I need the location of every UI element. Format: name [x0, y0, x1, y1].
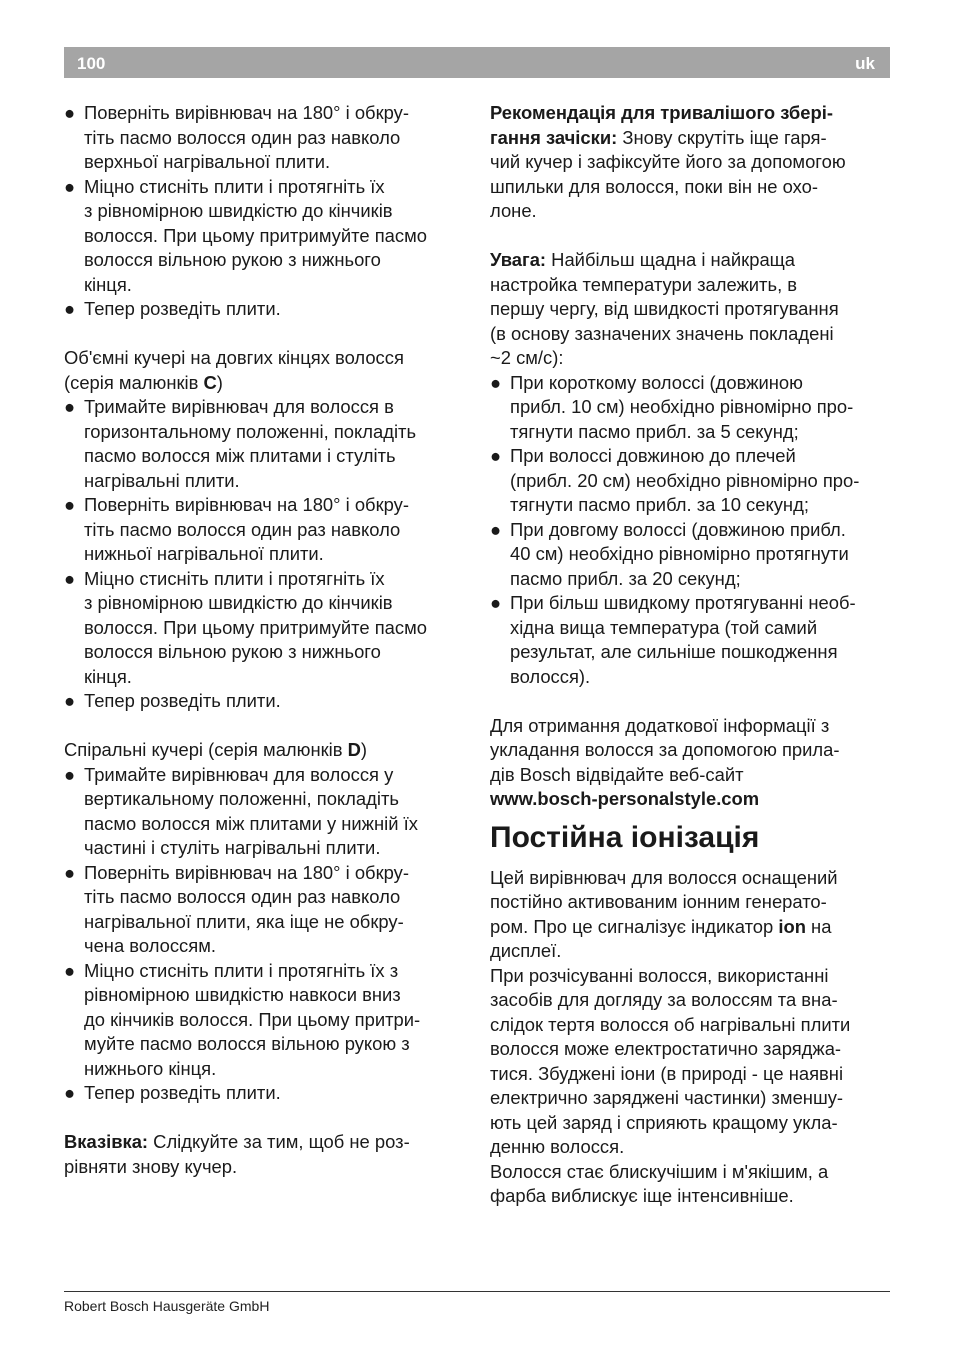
text-line: пасмо волосся між плитами і стуліть — [84, 445, 396, 466]
text-line: (прибл. 20 см) необхідно рівномірно про- — [510, 469, 860, 491]
text-line: Міцно стисніть плити і протягніть їх — [84, 175, 385, 197]
text-line: Поверніть вирівнювач на 180° і обкру- — [84, 494, 409, 515]
text-line: тіть пасмо волосся один раз навколо — [84, 126, 401, 148]
text-line: Тримайте вирівнювач для волосся в — [84, 396, 394, 417]
text-line: кінця. — [84, 665, 132, 687]
text-line: тіть пасмо волосся один раз навколо — [84, 518, 401, 540]
recommendation-text: гання зачіски: Знову скрутіть іще гаря- — [490, 126, 827, 148]
text-line: лоне. — [490, 200, 537, 221]
text-line: вертикальному положенні, покладіть — [84, 788, 399, 809]
text-line: горизонтальному положенні, покладіть — [84, 420, 417, 442]
text-line: настройка температури залежить, в — [490, 273, 798, 295]
text-line: укладання волосся за допомогою прила- — [490, 739, 840, 760]
text-line: тягнути пасмо прибл. за 10 секунд; — [510, 494, 809, 515]
text-line: пасмо волосся між плитами у нижній їх — [84, 812, 418, 834]
text-line: При довгому волоссі (довжиною прибл. — [510, 518, 846, 540]
text-line: тягнути пасмо прибл. за 5 секунд; — [510, 420, 799, 442]
text-line: Тримайте вирівнювач для волосся у — [84, 763, 394, 785]
text-line: При більш швидкому протягуванні необ- — [510, 592, 856, 613]
text-line: прибл. 10 см) необхідно рівномірно про- — [510, 396, 854, 417]
page-header-bar — [64, 47, 890, 78]
right-column — [490, 101, 892, 1209]
page-number: 100 — [77, 54, 106, 73]
list-item — [64, 175, 464, 298]
text-line: денню волосся. — [490, 1136, 625, 1157]
text-line: волосся. При цьому притримуйте пасмо — [84, 224, 427, 246]
text-line: дів Bosch відвідайте веб-сайт — [490, 763, 744, 785]
text-line: слідок тертя волосся об нагрівальні плити — [490, 1013, 851, 1035]
section-heading-d: Спіральні кучері (серія малюнків D) — [64, 739, 368, 760]
text-line: Поверніть вирівнювач на 180° і обкру- — [84, 102, 409, 123]
text-line: (в основу зазначених значень покладені — [490, 322, 834, 344]
list-item — [64, 959, 464, 1082]
recommendation-rest — [490, 150, 892, 224]
ion-paragraph-line: ром. Про це сигналізує індикатор ion на — [490, 915, 832, 937]
bullet-icon: ● — [64, 763, 76, 785]
bullet-icon: ● — [64, 494, 76, 515]
text-line: Для отримання додаткової інформації з — [490, 714, 830, 736]
ion-paragraph-line: Цей вирівнювач для волосся оснащений — [490, 866, 838, 888]
bullet-icon: ● — [490, 592, 502, 613]
text-line: частині і стуліть нагрівальні плити. — [84, 837, 381, 858]
text-line: тіть пасмо волосся один раз навколо — [84, 886, 401, 907]
language-code: uk — [855, 54, 875, 73]
bullet-icon: ● — [64, 567, 76, 589]
note-paragraph-cont: рівняти знову кучер. — [64, 1155, 238, 1177]
bullet-icon: ● — [64, 298, 76, 319]
text-line: нагрівальної плити, яка іще не обкру- — [84, 910, 404, 932]
text-line: верхньої нагрівальної плити. — [84, 151, 331, 172]
text-line: результат, але сильніше пошкодження — [510, 641, 838, 662]
text-line: волосся. При цьому притримуйте пасмо — [84, 616, 427, 638]
list-item — [64, 1081, 464, 1106]
text-line: кінця. — [84, 273, 132, 295]
ion-paragraph-line: постійно активованим іонним генерато- — [490, 891, 827, 912]
attention-paragraph: Увага: Найбільш щадна і найкраща — [490, 249, 796, 270]
recommendation-title: Рекомендація для тривалішого збері- — [490, 102, 833, 123]
text-line: Волосся стає блискучішим і м'якішим, а — [490, 1160, 829, 1182]
list-item — [64, 567, 464, 690]
footer-divider — [64, 1291, 890, 1292]
bullet-icon: ● — [64, 861, 76, 883]
text-line: Міцно стисніть плити і протягніть їх з — [84, 959, 399, 981]
text-line: електрично заряджені частинки) зменшу- — [490, 1087, 844, 1108]
list-item — [64, 763, 464, 861]
list-item — [490, 444, 892, 518]
note-paragraph: Вказівка: Слідкуйте за тим, щоб не роз- — [64, 1131, 410, 1152]
text-line: рівномірною швидкістю навкоси вниз — [84, 984, 401, 1005]
list-item — [64, 101, 464, 175]
list-item — [64, 861, 464, 959]
bullet-icon: ● — [64, 1082, 76, 1103]
text-line: до кінчиків волосся. При цьому притри- — [84, 1008, 421, 1030]
text-line: волосся вільною рукою з нижнього — [84, 641, 381, 662]
info-paragraph — [490, 714, 892, 788]
text-line: пасмо прибл. за 20 секунд; — [510, 567, 741, 589]
attention-rest — [490, 273, 892, 371]
bullet-icon: ● — [64, 690, 76, 711]
text-line: тися. Збуджені іони (в природі - це наявні — [490, 1062, 844, 1084]
list-item — [64, 297, 464, 322]
bullet-icon: ● — [64, 102, 76, 123]
text-line: волосся вільною рукою з нижнього — [84, 249, 381, 270]
text-line: Тепер розведіть плити. — [84, 690, 281, 711]
list-item — [490, 591, 892, 689]
static-charge-paragraph — [490, 964, 892, 1160]
text-line: хідна вища температура (той самий — [510, 616, 818, 638]
text-line: фарба виблискує іще інтенсивніше. — [490, 1185, 794, 1206]
text-line: з рівномірною швидкістю до кінчиків — [84, 592, 393, 613]
text-line: муйте пасмо волосся вільною рукою з — [84, 1033, 410, 1054]
section-heading-ionization: Постійна іонізація — [490, 820, 760, 854]
text-line: При розчісуванні волосся, використанні — [490, 964, 829, 986]
list-item — [64, 395, 464, 493]
left-column — [64, 101, 464, 1179]
section-heading-c: Об'ємні кучері на довгих кінцях волосся — [64, 347, 404, 368]
text-line: чена волоссям. — [84, 935, 216, 956]
text-line: шпильки для волосся, поки він не охо- — [490, 175, 818, 197]
text-line: 40 см) необхідно рівномірно протягнути — [510, 543, 849, 564]
section-heading-c-sub: (серія малюнків C) — [64, 371, 223, 393]
list-item — [64, 689, 464, 714]
bullet-icon: ● — [490, 445, 502, 466]
list-item — [490, 518, 892, 592]
text-line: волосся може електростатично заряджа- — [490, 1038, 842, 1059]
text-line: Поверніть вирівнювач на 180° і обкру- — [84, 861, 409, 883]
text-line: Тепер розведіть плити. — [84, 1082, 281, 1103]
text-line: першу чергу, від швидкості протягування — [490, 298, 839, 319]
text-line: нижньої нагрівальної плити. — [84, 543, 324, 564]
list-item — [490, 371, 892, 445]
text-line: При короткому волоссі (довжиною — [510, 371, 803, 393]
text-line: нижнього кінця. — [84, 1057, 217, 1079]
bullet-icon: ● — [490, 518, 502, 540]
text-line: Тепер розведіть плити. — [84, 298, 281, 319]
bullet-icon: ● — [64, 959, 76, 981]
bullet-icon: ● — [64, 175, 76, 197]
result-paragraph — [490, 1160, 892, 1209]
ion-paragraph-line: дисплеї. — [490, 940, 562, 961]
text-line: Міцно стисніть плити і протягніть їх — [84, 567, 385, 589]
bullet-icon: ● — [490, 371, 502, 393]
website-link[interactable]: www.bosch-personalstyle.com — [490, 788, 760, 809]
list-item — [64, 493, 464, 567]
text-line: чий кучер і зафіксуйте його за допомогою — [490, 151, 846, 172]
text-line: нагрівальні плити. — [84, 469, 240, 491]
text-line: При волоссі довжиною до плечей — [510, 445, 796, 466]
text-line: з рівномірною швидкістю до кінчиків — [84, 200, 393, 221]
bullet-icon: ● — [64, 396, 76, 417]
footer-company: Robert Bosch Hausgeräte GmbH — [64, 1298, 270, 1314]
text-line: ють цей заряд і сприяють кращому укла- — [490, 1111, 838, 1133]
text-line: ~2 см/с): — [490, 347, 564, 368]
text-line: волосся). — [510, 665, 591, 687]
text-line: засобів для догляду за волоссям та вна- — [490, 989, 838, 1010]
